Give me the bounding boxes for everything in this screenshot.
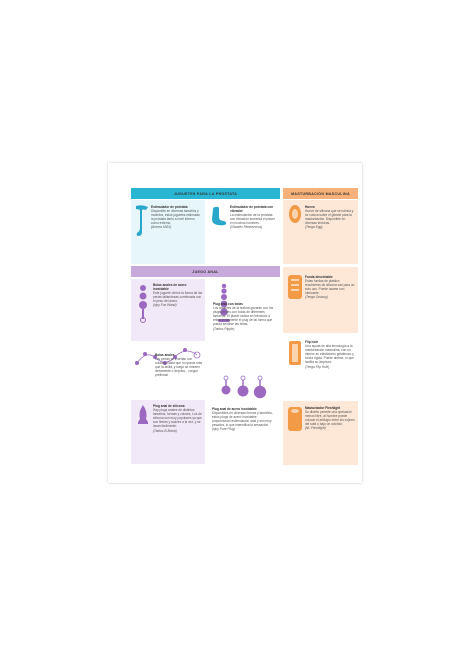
item-title: Plug anal de acero inoxidable [212,407,257,411]
steel-anal-beads-icon [135,283,151,323]
item-body: Una ayuda de alta tecnología a la masturbación masculina, con un interior en elastómero gelatinoso y funda rígida. Puede abrirse, lo que facilita su limpieza. [305,344,354,365]
card-plug-bolas [206,279,280,341]
silicone-plug-icon [136,404,150,426]
item-body: Disponibles en diversas formas y tamaños, estos plugs de acero inoxidable proporcionan estimulación anal y son muy pesados, lo que intensifica la sensación. [212,411,273,428]
item-credit: (Vibratex Rendezvous) [230,225,263,230]
item-credit: (Tantus B-Bomb) [153,428,177,433]
card-estimulador [131,200,205,264]
flip-hole-icon [288,340,302,366]
card-plug-acero [206,373,280,464]
card-huevo [283,200,358,264]
item-body: Su diseño permite una operación menos libre, al hombre puede colocar el artilugio entre los cojines del sofá o bajo un colchón. [305,410,355,427]
section-header-masturbacion [283,188,358,199]
item-credit: (Tenga Onacup) [305,295,328,300]
card-plug-silicona [131,400,205,464]
section-header-anal [131,266,280,277]
card-bolas-acero [131,279,205,341]
item-title: Plug anal de silicona [153,404,185,408]
card-funda [283,267,358,333]
section-header-prostata [131,188,280,199]
egg-masturbator-icon [288,204,302,224]
vibrating-prostate-massager-icon [208,205,228,227]
item-body: Estas fundas de plástico recubiertas de silicona van para un solo uso. Puede usarse con lubricante. [305,279,355,296]
item-credit: (Tantus Ripple) [213,326,235,331]
book-page [108,163,362,483]
item-title: Estimulador de próstata con vibrador [230,205,274,214]
section-title: MASTURBACIÓN MASCULINA [291,191,350,196]
item-body: La estimulación de la próstata con vibración aumenta el placer en muchos hombres. [230,213,276,226]
item-body: Hay plugs anales de distintos tamaños, formas y colores. Los de silicona son muy populares ya que son firmes y suaves a la vez, y se lavan fácilmente. [153,408,202,429]
item-credit: (NL Fleshlight) [305,426,326,431]
item-title: Huevo [305,205,315,209]
disposable-sleeve-icon [287,274,303,300]
card-flip-hole [283,335,358,399]
fleshlight-icon [287,406,303,432]
item-body: Huevo de silicona que se lubrica y se coloca sobre el glande para la masturbación. Disponible en diversas texturas. [305,209,354,226]
item-body: Los amantes de la textura gozarán con los plugs anales con bolas de diferentes tamaños. El placer radica en introducir a entrar lentamente el plug de tal forma que pueda sentirse las bolas. [213,306,274,327]
item-title: Bolas anales [155,353,175,357]
section-title: JUEGO ANAL [192,269,219,274]
item-title: Flip hole [305,340,319,344]
item-credit: (njoy Fun Wand) [153,303,177,308]
item-credit: (Tenga Egg) [305,225,323,230]
section-title: JUGUETES PARA LA PRÓSTATA [173,191,238,196]
item-title: Estimulador de próstata [151,205,188,209]
item-credit: (Tenga Flip Hole) [305,364,330,369]
item-title: Masturbador Fleshlight [305,406,341,410]
item-body: Disponible en diversas tamaños y modelos, estos juguetes estimulan la próstata tanto a nivel interno como externo. [151,209,200,226]
item-title: Funda desechable [305,275,333,279]
steel-plugs-icon [218,375,268,399]
item-title: Plug anal con bolas [213,302,243,306]
item-credit: (Aneros MGX) [151,225,172,230]
prostate-massager-icon [134,204,150,238]
card-estimulador-vibrador [206,200,280,264]
item-body: Las perlas se insertan con cuidado hasta que no queda más que la anilla, y luego se extraen lentamente o deprisa... ¡según prefieras! [155,357,203,378]
card-flashlight [283,401,358,465]
item-credit: (njoy Pure Plug) [212,427,235,432]
card-bolas-anales [131,343,205,398]
item-body: Este juguete ofrece la forma de las perlas tailandesas combinada con el peso del acero. [153,291,203,304]
item-title: Bolas anales de acero inoxidable [153,283,187,292]
